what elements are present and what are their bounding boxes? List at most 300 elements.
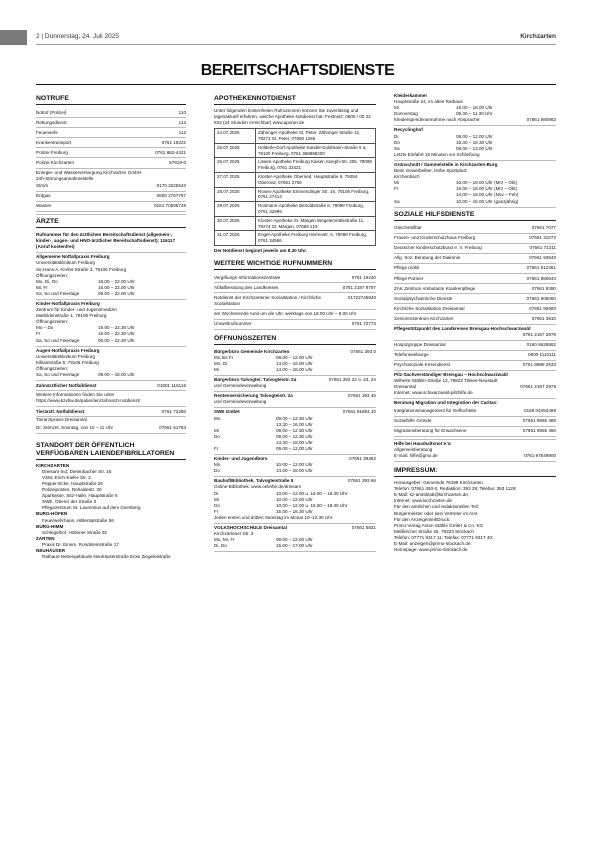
oeffnung-block [214, 392, 376, 408]
pilz-line-2: Dreisamtal [394, 384, 416, 390]
column-middle [214, 92, 376, 552]
notruf-row [36, 148, 186, 158]
impressum-line: Telefon: 07771 9317 11; Telefax: 07771 9317 40; [394, 534, 494, 540]
migration-title: Beratung Migration und Integration der Caritas: [394, 400, 498, 406]
apotheke-text: Kloster-Apotheke Oberried, Hauptstraße 9, 79254 Oberried, 07661 2766 [256, 173, 376, 188]
notruf-label: Rettungsdienst [36, 119, 67, 125]
notruf-row [36, 158, 186, 168]
kleiderkammer-phone: 07661 980963 [526, 117, 556, 123]
zahn-text: Weitere Informationen finden Sie unter https://www.kzvbw.de/patienten/zahnarzt-notdienst/ [36, 391, 186, 407]
pilz-web: Internet: www.schwarzwald-pilzhilfe.de [394, 390, 473, 396]
migration-value: 07661 8965 489 [522, 418, 556, 424]
impressum-line: Telefon: 07661 393-0, Redaktion: 393 29; Telefax: 393 1129; [394, 486, 517, 492]
pflege-title: Pflegestützpunkt des Landkreises Breisgau-Hochschwarzwald [394, 325, 531, 331]
oeffnung-phone: 07661 39362 [349, 456, 376, 462]
aerzte-hours-time: 09.00 – 18.00 Uhr [98, 372, 135, 377]
header-divider [36, 44, 556, 45]
defi-group-name: BURG-HÖFEN [36, 511, 68, 517]
weitere-label: am Wochenende rund um die Uhr, werktags von 18.00 Uhr – 8.00 Uhr [214, 311, 357, 316]
oeffnung-hours-day: Mi [214, 366, 219, 372]
weitere-value: 0761 19240 [351, 274, 376, 280]
oeffnung-title: Bürgerbüro Gemeinde Kirchzarten [214, 348, 290, 354]
oeffnung-sub: und Gemeindeverwaltung [214, 383, 267, 389]
soziale-row [394, 224, 556, 234]
oeffnung-hours-time: 09.00 – 12.00 Uhr [276, 446, 313, 451]
notruf-value: 0761 882-4421 [155, 149, 186, 155]
weitere-label: Vergiftungs-Informationszentrale [214, 274, 281, 280]
aerzte-hours-day: Mi, Fr [36, 284, 48, 290]
zahn-title: Zahnärztlicher Notfalldienst [36, 382, 97, 388]
soziale-value: 07661 3910 [531, 315, 556, 321]
migration-block [394, 399, 556, 439]
weitere-label: Umweltrufnummer [214, 321, 252, 327]
oeffnung-hours-day: Mo [214, 415, 221, 421]
pilz-title: Pilz-Sachverständiger Breisgau – Hochschwarzwald [394, 372, 508, 377]
aerzte-blocks [36, 253, 186, 381]
soziale-row [394, 244, 556, 254]
energie-value: 0800 2767767 [156, 193, 186, 199]
tier-row [36, 407, 186, 417]
gruen-hours-time: 15.00 – 18.00 Uhr (Mrz – Okt) [456, 186, 518, 192]
apotheke-row [215, 173, 376, 188]
energie-list [36, 182, 186, 212]
oeffnung-hours-day: Mo, Mi, Fr [214, 537, 235, 543]
recyclinghof-title: Recyclinghof [394, 127, 423, 133]
section-heading-aerzte: ÄRZTE [36, 218, 186, 228]
soziale-label: Kirchliche Sozialstation Dreisamtal [394, 305, 465, 311]
oeffnung-block [214, 348, 376, 376]
tier-title: Tierärztl. Notfalldienst [36, 408, 85, 414]
oeffnung-block [214, 455, 376, 477]
defi-item: Feuerwehrhaus, Höllentalstraße 56 [42, 517, 114, 523]
tier-text: Tierarztpraxis Dreisamtal [36, 417, 87, 423]
apotheke-text: Rosen-Apotheke Emmendinger Str. 16, 79106 Freiburg, 0761 27413 [256, 187, 376, 202]
apotheke-row [215, 202, 376, 217]
hospiz-label: Telefonseelsorge [394, 352, 429, 358]
oeffnung-hours-row [214, 468, 376, 474]
weitere-row [214, 283, 376, 293]
oeffnung-sub: Online-Bibliothek: www.onleihe.de/dreisam [214, 484, 302, 490]
soziale-value: 07661 90680 [529, 305, 556, 311]
haushalt-email: E-mail: hilfe@gmx.de [394, 452, 438, 458]
notruf-row [36, 138, 186, 148]
section-heading-impressum: IMPRESSUM: [394, 467, 556, 477]
gruenschnitt-hours [394, 180, 556, 204]
weitere-value: 0761 72773 [351, 321, 376, 327]
weitere-value: 0761 2187 9797 [342, 284, 376, 290]
aerzte-hours-time: 16.00 – 22.30 Uhr [98, 331, 135, 337]
gruenschnitt-line-1: Beim Gewerbeliter, Höhe Sportplatz [394, 168, 468, 174]
soziale-row [394, 274, 556, 284]
notruf-label: Polizei Freiburg [36, 149, 68, 155]
tier-phone: 0761 72266 [161, 408, 186, 414]
gruen-hours-time: 14.00 – 18.00 Uhr (Nov – Feb) [456, 192, 519, 198]
notruf-value: 112 [178, 119, 186, 125]
apotheke-date: 27.07.2025 [215, 173, 256, 188]
hospiz-row [394, 361, 556, 371]
soziale-value: 07661 905060 [526, 295, 556, 301]
soziale-value: 07661 93840 [529, 255, 556, 261]
notruf-value: 110 [178, 109, 186, 115]
oeffnung-hours-time: 09.00 – 12.00 Uhr [276, 537, 313, 543]
oeffnung-sub: Kirchzartener Str. 3 [214, 531, 254, 537]
impressum-line: Meßkircher Straße 45, 78333 Stockach [394, 528, 474, 534]
oeffnung-sub: und Gemeindeverwaltung [214, 399, 267, 405]
defi-group-name: KIRCHZARTEN [36, 462, 70, 468]
header-left: 2 | Donnerstag, 24. Juli 2025 [36, 33, 119, 40]
aerzte-hours-day: Sa, So und Feiertage [36, 337, 80, 343]
apotheke-date: 28.07.2025 [215, 187, 256, 202]
oeffnung-hours-time: 15.00 – 18.30 Uhr [276, 508, 313, 514]
oeffnung-hours-day: Di [214, 490, 219, 496]
soziale-label: Sozialpsychiatrische Dienste [394, 295, 453, 301]
oeffnung-hours-time: 14.00 – 18.00 Uhr [276, 366, 313, 372]
kleiderkammer-hours-day: Donnerstag [394, 111, 418, 117]
migration-label: Sozialhilfe Gründe [394, 418, 432, 424]
haushalt-row [394, 453, 556, 459]
aerzte-block-line: Sir-Hans-A.-Krebs-Straße 3, 79106 Freiburg [36, 266, 127, 272]
tier-row-2 [36, 424, 186, 434]
oeffnung-phone: 07661 393 0 [350, 348, 376, 354]
recycling-hours-time: 08.00 – 13.00 Uhr [456, 145, 493, 151]
defi-item: SWE, Oberer der Straße 3 [42, 499, 97, 505]
soziale-value: 07661 31072 [529, 235, 556, 241]
aerzte-notfall-title: Rufnummer für den ärztlichen Bereitschaftsdienst (allgemein-, kinder-, augen- und HNO-ärztlicher Bereitschaftsdienst): 116117 (Anruf kostenfrei) [36, 231, 186, 253]
aerzte-hours-day: Fr [36, 331, 41, 337]
oeffnung-block [214, 376, 376, 392]
oeffnung-title: Rentenversicherung Talvogteistr. 2a [214, 393, 293, 399]
apotheke-date: 25.07.2025 [215, 143, 256, 158]
tier-text-2: Dr. Stenzel, Sonntag, von 10 – 11 Uhr [36, 425, 114, 431]
oeffnung-hours-day: Fr [214, 508, 219, 514]
oeffnung-note: Jeden ersten und dritten Samstag im Monat 10–12.30 Uhr [214, 514, 333, 520]
defi-item: Polizeiposten, Rehaldestr. 30 [42, 487, 102, 493]
apotheken-intro: Unter folgenden kostenfreien Rufnummern können Sie zuverlässig und tagesaktuell erfahren, welche Apotheke Notdienst hat: Festnetz: 0800 / 00 22 833 (24 Stunden erreichbar) www.aponet.de [214, 108, 371, 126]
impressum-line: E-Mail: anzeigen@primo-stockach.de; [394, 540, 472, 546]
weitere-label: Notdienst der Kirchzartener Sozialstation / Kirchliche Sozialstation [214, 294, 321, 306]
section-heading-apotheken: APOTHEKENNOTDIENST [214, 95, 376, 105]
energie-label: Strom [36, 183, 49, 189]
recycling-hours-day: Di [394, 133, 399, 139]
oeffnung-hours-day: Mo bis Fr [214, 354, 234, 360]
oeffnung-block [214, 524, 376, 552]
soziale-row [394, 304, 556, 314]
oeffnung-title: VOLKSHOCHSCHULE Dreisamtal [214, 525, 288, 531]
recycling-hours-time: 15.30 – 18.30 Uhr [456, 139, 493, 145]
oeffnung-hours-time: 10.00 – 12.00 Uhr [276, 496, 313, 502]
oeffnung-title: Bürgerbüro Talvogtei: Talvogteistr. 2a [214, 377, 297, 383]
haushalt-title: Hilfe bei Haushaltsnot e.V. [394, 440, 452, 446]
soziale-value: 07661 7077 [531, 225, 556, 231]
energie-block [36, 169, 186, 215]
haushalt-phone: 0761 97549900 [524, 452, 556, 458]
gruenschnitt-block [394, 161, 556, 208]
oeffnung-hours-row [214, 446, 376, 452]
notruf-label: Krankentransport [36, 139, 72, 145]
hospiz-label: Hospizgruppe Dreisamtal [394, 342, 446, 348]
apotheke-date: 26.07.2025 [215, 158, 256, 173]
soziale-label: Pflege mobil [394, 265, 420, 271]
soziale-label: Gleichstellbar [394, 225, 422, 231]
weitere-row [214, 273, 376, 283]
oeffnung-hours-row [214, 367, 376, 373]
kleiderkammer-hours-day: Mi [394, 105, 399, 111]
soziale-label: Deutscher Kinderschutzbund e. V. Freiburg [394, 245, 482, 251]
soziale-row [394, 284, 556, 294]
pflege-phone: 0761 2187 3979 [522, 331, 556, 337]
zahn-phone: 01801 116116 [157, 382, 186, 388]
haushalt-sub: Allgemeinberatung [394, 446, 433, 452]
oeffnung-hours-time: 13.30 – 18.00 Uhr [276, 439, 313, 445]
section-heading-weitere: WEITERE WICHTIGE RUFNUMMERN [214, 260, 376, 270]
tier-phone-2: 07661 61764 [159, 425, 186, 431]
oeffnung-title: Kinder- und Jugendbüro [214, 456, 268, 462]
oeffnung-block [214, 408, 376, 455]
notruf-value: 97919-0 [169, 159, 186, 165]
migration-list [394, 406, 556, 436]
soziale-row [394, 254, 556, 264]
header-right: Kirchzarten [520, 33, 556, 40]
aerzte-hours-time: 08.00 – 22.30 Uhr [98, 337, 135, 343]
migration-row [394, 417, 556, 427]
oeffnung-hours-day: Do [214, 502, 220, 508]
hospiz-row [394, 341, 556, 351]
recyclinghof-hours [394, 134, 556, 152]
migration-value: 07661 8965 456 [522, 428, 556, 434]
oeffnung-block [214, 477, 376, 524]
defi-item: Pflegezentrum St. Laurentius auf dem Giersberg [42, 505, 141, 511]
aerzte-block [36, 300, 186, 347]
pilz-block [394, 371, 556, 399]
apotheke-row [215, 216, 376, 231]
apotheke-text: Engel-Apotheke Freiburg Herrenstr. 5, 79098 Freiburg, 0761 34566 [256, 231, 376, 246]
soziale-row [394, 264, 556, 274]
energie-title: Energie- und Wasserversorgung Kirchzarten GmbH [36, 169, 142, 175]
kleiderkammer-hours-time: 15.00 – 18.00 Uhr [456, 105, 493, 111]
section-heading-soziale: SOZIALE HILFSDIENSTE [394, 211, 556, 221]
soziale-label: Pflege Partner [394, 275, 424, 281]
pflege-block [394, 325, 556, 341]
apotheke-date: 31.07.2025 [215, 231, 256, 246]
soziale-value: 07661 9390 [531, 285, 556, 291]
weitere-value: 01722745940 [347, 294, 376, 300]
aerzte-hours-day: Mo, Di, Do [36, 278, 58, 284]
gruen-hours-day: Mi [394, 180, 399, 186]
aerzte-block [36, 347, 186, 381]
haushalt-block [394, 440, 556, 462]
impressum-line: E-Mail: kz-amtsblatt@kirchzarten.de; [394, 492, 470, 498]
weitere-row [214, 310, 376, 320]
title-divider [36, 84, 556, 85]
energie-row [36, 202, 186, 212]
apotheke-row [215, 129, 376, 144]
oeffnung-hours-day: Di, Do [214, 543, 227, 549]
hospiz-label: Psychosoziale Krisendienst [394, 362, 450, 368]
notruf-label: Notruf (Polizei) [36, 109, 67, 115]
soziale-value: 07661 71311 [529, 245, 556, 251]
section-heading-notrufe: NOTRUFE [36, 95, 186, 105]
defi-item: Dreisam-Ind, Dietenbacher Str. 15 [42, 468, 112, 474]
soziale-row [394, 314, 556, 324]
aerzte-block-line: Universitätsklinikum Freiburg [36, 353, 95, 359]
oeffnung-phone: 07661 393 66 [347, 478, 376, 484]
soziale-label: Allg. Soz. Beratung der Diakonie [394, 255, 461, 261]
oeffnung-hours-time: 10.00 – 12.00 u. 15.00 – 18.30 Uhr [276, 490, 348, 496]
pilz-phone: 07661 2187 2979 [520, 384, 556, 390]
apotheke-row [215, 231, 376, 246]
weitere-row [214, 320, 376, 330]
hospiz-row [394, 351, 556, 361]
section-heading-defi: STANDORT DER ÖFFENTLICH VERFÜGBAREN LAIENDEFIBRILLATOREN [36, 442, 186, 460]
apotheke-row [215, 187, 376, 202]
gruenschnitt-line-2: Kirchenbach [394, 174, 420, 180]
defi-list [36, 463, 186, 561]
energie-sub: 24h-Störungsannahmestelle [36, 175, 94, 181]
weitere-list [214, 273, 376, 330]
page-title: BEREITSCHAFTSDIENSTE [200, 62, 395, 79]
apotheke-text: Zähringer-Apotheke St. Peter, Zähringer Straße 12, 79271 St. Peter, 07660 1255 [256, 129, 376, 144]
impressum-line: Für den amtlichen und redaktionellen Teil: [394, 504, 479, 510]
page-header [36, 33, 556, 40]
oeffnung-hours-day: Mo [214, 462, 221, 468]
oeffnung-hours-time: 09.00 – 12.30 Uhr [276, 427, 313, 433]
impressum-line: Bürgermeister oder sein Vertreter im Amt [394, 510, 478, 516]
energie-label: Erdgas [36, 193, 51, 199]
recyclinghof-note: Letzte Einfahrt 15 Minuten vor Schließung [394, 151, 480, 157]
gruen-hours-row [394, 199, 556, 205]
aerzte-hours-row [36, 338, 186, 344]
notruf-label: Polizei Kirchzarten [36, 159, 75, 165]
soziale-row [394, 234, 556, 244]
aerzte-block-line: Öffnungszeiten: [36, 319, 69, 325]
apotheken-footer: Der Notdienst beginnt jeweils um 8.30 Uhr. [214, 248, 307, 254]
oeffnung-phone: 07661 393 22 o. 23, 24 [328, 377, 376, 383]
hospiz-value: 0160 6626862 [526, 342, 556, 348]
notruf-value: 112 [178, 129, 186, 135]
kleiderkammer-note: Kleiderspendenannahme nach Absprache: [394, 117, 481, 123]
impressum-line: Internet: www.kirchzarten.de [394, 498, 452, 504]
weitere-label: Abfallberatung des Landkreises [214, 284, 279, 290]
migration-row [394, 406, 556, 416]
oeffnung-hours-time: 14.00 – 16.00 Uhr [276, 360, 313, 366]
apotheke-date: 24.07.2025 [215, 129, 256, 144]
kleiderkammer-block [394, 92, 556, 126]
oeffnung-hours-day: Mo, Di [214, 360, 228, 366]
notruf-row [36, 118, 186, 128]
recycling-hours-time: 09.00 – 12.00 Uhr [456, 133, 493, 139]
notruf-value: 0761 19222 [161, 139, 186, 145]
aerzte-hours-day: Sa, So und Feiertage [36, 290, 80, 296]
defi-item: Sparkasse, Sitz-Halle, Hauptstraße 5 [42, 493, 118, 499]
hospiz-list [394, 341, 556, 371]
aerzte-hours-time: 09.00 – 22.00 Uhr [98, 290, 135, 296]
oeffnung-hours-time: 09.00 – 12.30 Uhr [276, 433, 313, 439]
soziale-label: Seniorenzentrum Kirchzarten [394, 315, 454, 321]
kleiderkammer-hours-time: 09.30 – 11.30 Uhr [456, 111, 493, 117]
apotheke-text: Hölderle-Dorf-Apotheke Kandel-Goldmann-Straße 5 a, 79100 Freiburg, 0761 368898200 [256, 143, 376, 158]
apotheke-row [215, 158, 376, 173]
migration-label: Integrationsmanagement für Geflüchtete [394, 407, 477, 413]
oeffnung-title: Bauhof/Bibliothek, Talvogteistraße 5 [214, 478, 294, 484]
oeffnung-hours-day: Mi [214, 496, 219, 502]
oeffnung-hours-time: 10.00 – 12.00 u. 15.00 – 18.30 Uhr [276, 502, 348, 508]
apotheken-table [214, 128, 376, 246]
oeffnung-hours-time: 15.00 – 17.00 Uhr [276, 543, 313, 549]
oeffnung-hours-row [214, 543, 376, 549]
energie-label: Wasser [36, 203, 52, 209]
defi-group-name: NEUHÄUSER [36, 547, 66, 553]
aerzte-block-line: Mathildenstraße 1, 79106 Freiburg [36, 313, 107, 319]
recycling-hours-day: Do [394, 139, 400, 145]
impressum-line: Herausgeber: Gemeinde 79199 Kirchzarten [394, 480, 483, 486]
energie-row [36, 182, 186, 192]
aerzte-hours-row [36, 372, 186, 378]
migration-row [394, 427, 556, 437]
apotheke-row [215, 143, 376, 158]
soziale-list [394, 224, 556, 325]
notruf-row [36, 108, 186, 118]
oeffnung-phone: 07661 5821 [351, 525, 376, 531]
impressum-line: Homepage: www.primo-stockach.de [394, 547, 468, 553]
defi-item: Praxis Dr. Einem, Rundsteinstraße 17 [42, 541, 119, 547]
oeffnung-hours-time: 14.00 – 18.00 Uhr [276, 468, 313, 474]
aerzte-block-line: Universitätsklinikum Freiburg [36, 260, 95, 266]
weitere-row [214, 293, 376, 309]
aerzte-hours-time: 19.00 – 22.30 Uhr [98, 325, 135, 331]
apotheke-date: 30.07.2025 [215, 216, 256, 231]
oeffnung-hours-day: Fr [214, 446, 219, 451]
notruf-row [36, 128, 186, 138]
kleiderkammer-address: Hauptstraße 24, im alten Rathaus [394, 99, 463, 105]
oeffnung-hours-time: 09.00 – 12.30 Uhr [276, 415, 313, 421]
oeffnung-hours-day: Do [214, 433, 220, 439]
impressum-line: Für den Anzeigenteil/Druck: [394, 516, 451, 522]
migration-label: Migrationsberatung für Erwachsene [394, 428, 467, 434]
aerzte-hours-time: 18.00 – 22.00 Uhr [98, 278, 135, 284]
aerzte-block [36, 253, 186, 300]
apotheke-text: Löwen-Apotheke Freiburg Kaiser-Joseph-Str. 205, 79098 Freiburg, 0761 33421 [256, 158, 376, 173]
soziale-row [394, 294, 556, 304]
hospiz-value: 0800 1110111 [527, 352, 556, 358]
aerzte-block-title: Augen-Notfallpraxis Freiburg [36, 347, 100, 353]
energie-value: 0170 3225543 [156, 183, 186, 189]
aerzte-block-title: Allgemeine Notfallpraxis Freiburg [36, 254, 110, 260]
oeffnung-title: SWE GmbH [214, 409, 240, 415]
migration-value: 0159 04453469 [524, 407, 556, 413]
oeffnung-hours-time: 08.00 – 12.00 Uhr [276, 354, 313, 360]
oeffnung-list [214, 348, 376, 553]
gruen-hours-time: 10.00 – 15.00 Uhr (ganzjährig) [456, 198, 519, 204]
notrufe-list [36, 108, 186, 169]
defi-item: Pepper-Ecke, Hauptstraße 26 [42, 480, 103, 486]
defi-item: VSM, Erich-Kiefer-Str. 2 [42, 474, 91, 480]
zahn-row [36, 381, 186, 391]
gruen-hours-time: 16.00 – 19.00 Uhr (Mrz – Okt) [456, 180, 518, 186]
oeffnung-phone: 07661 91891 10 [342, 409, 376, 415]
defi-group-name: ZARTEN [36, 535, 55, 541]
soziale-value: 07661 980644 [526, 275, 556, 281]
defi-item: Rathaus-Nebengebäude Neuhäuserstraße Ecke Ziegeleistraße [42, 554, 171, 560]
soziale-value: 07661 912461 [526, 265, 556, 271]
oeffnung-hours-time: 10.00 – 12.00 Uhr [276, 462, 313, 468]
aerzte-block-line: Öffnungszeiten: [36, 272, 69, 278]
oeffnung-hours-time: 13.30 – 16.00 Uhr [276, 421, 313, 427]
kleiderkammer-hours [394, 105, 556, 117]
impressum-list [394, 480, 556, 553]
energie-value: 0151 70595748 [154, 203, 186, 209]
aerzte-hours-day: Mo – Do [36, 325, 54, 331]
aerzte-hours-row [36, 291, 186, 297]
